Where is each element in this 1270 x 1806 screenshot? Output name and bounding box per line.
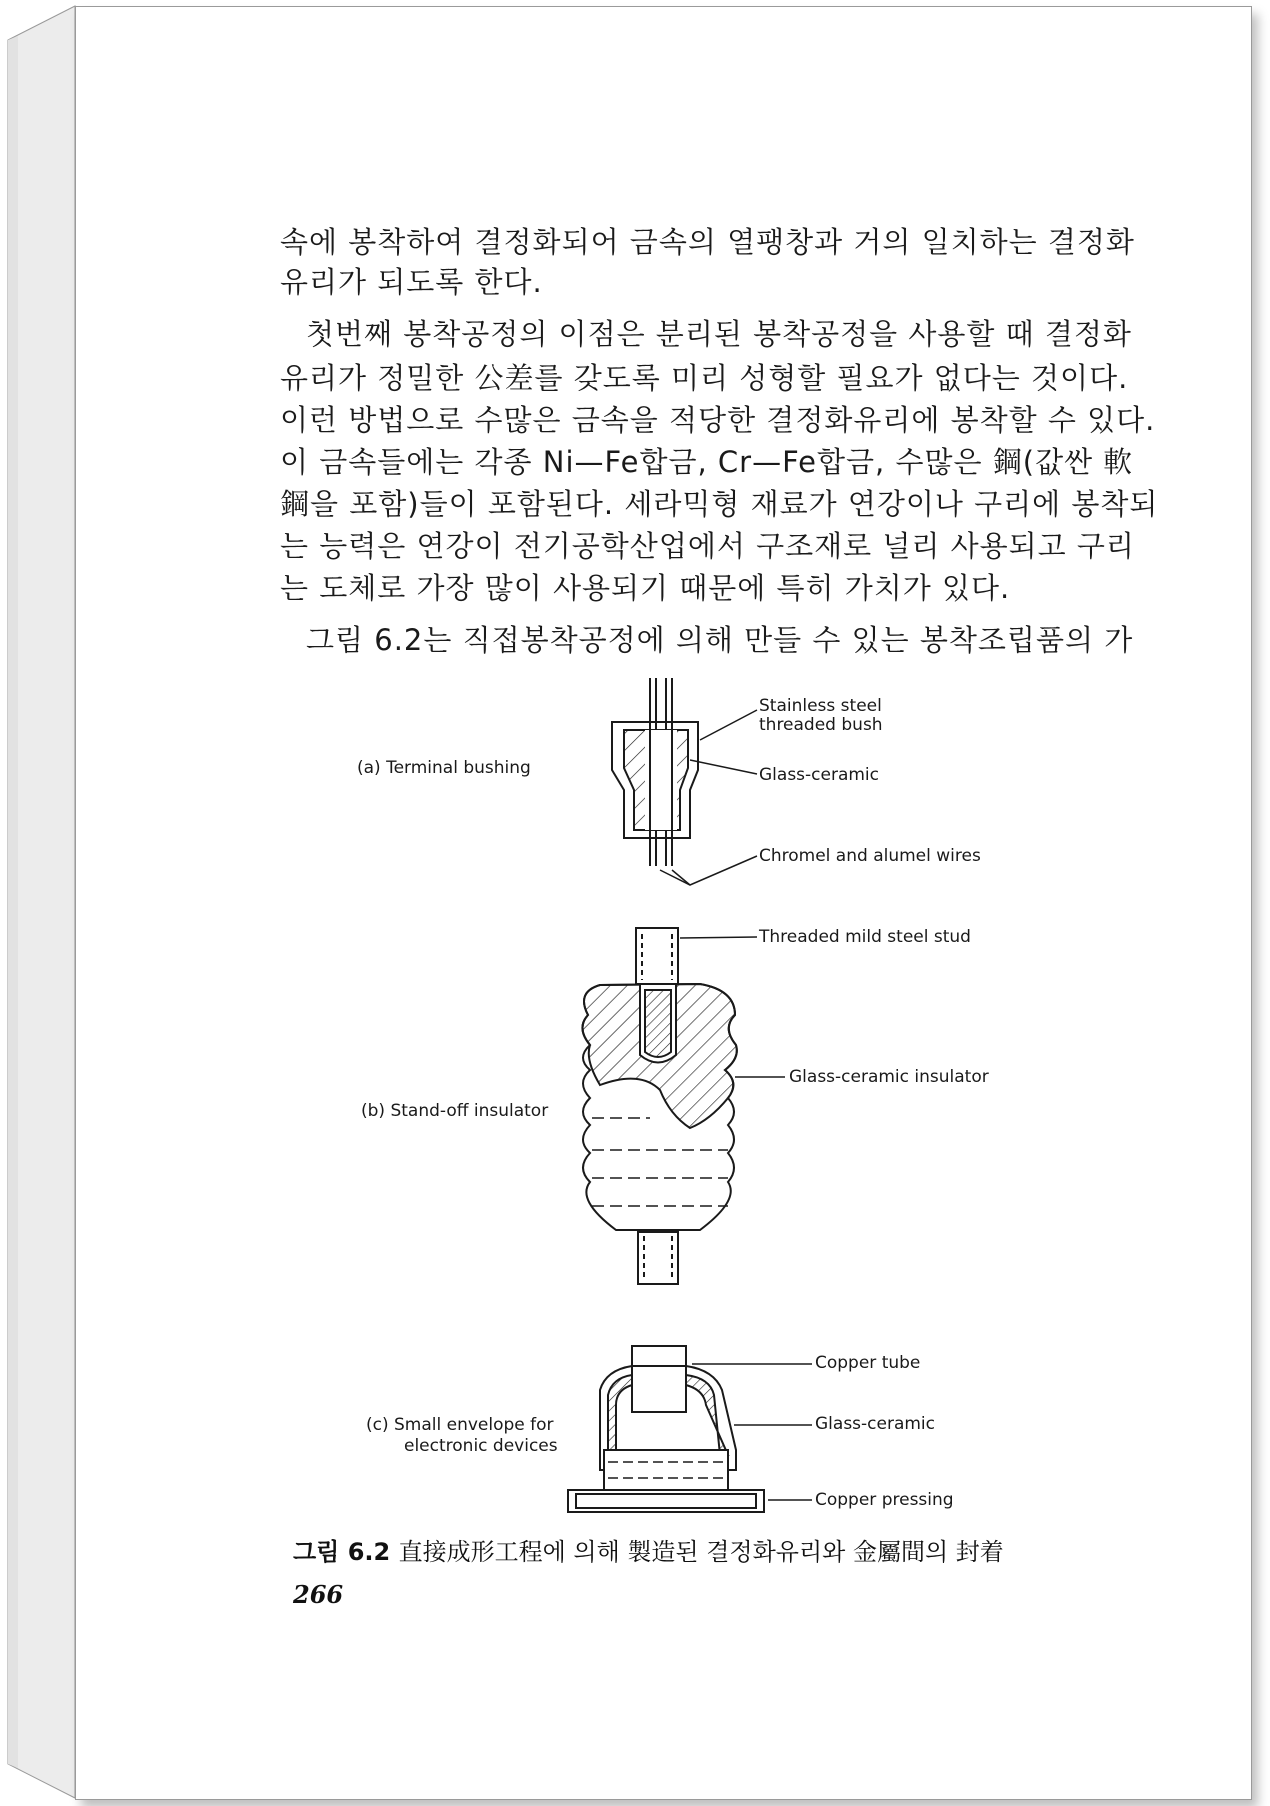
text-line: 속에 봉착하여 결정화되어 금속의 열팽창과 거의 일치하는 결정화: [280, 225, 1135, 259]
caption-text: 直接成形工程에 의해 製造된 결정화유리와 金屬間의 封着: [398, 1538, 1004, 1566]
stand-off-insulator-drawing: [582, 928, 785, 1284]
page-number: 266: [293, 1580, 344, 1609]
label-glass-ceramic-c: Glass-ceramic: [815, 1414, 936, 1434]
figure-b-title: (b) Stand-off insulator: [361, 1101, 549, 1121]
label-copper-tube: Copper tube: [815, 1353, 921, 1373]
label-threaded-stud: Threaded mild steel stud: [759, 927, 971, 947]
label-chromel-alumel-wires: Chromel and alumel wires: [759, 846, 981, 866]
text-line: 는 도체로 가장 많이 사용되기 때문에 특히 가치가 있다.: [280, 571, 1011, 605]
text-line: 그림 6.2는 직접봉착공정에 의해 만들 수 있는 봉착조립품의 가: [306, 623, 1134, 657]
label-copper-pressing: Copper pressing: [815, 1490, 954, 1510]
figure-a-title: (a) Terminal bushing: [357, 758, 531, 778]
terminal-bushing-drawing: [612, 678, 757, 885]
text-line: 유리가 정밀한 公差를 갖도록 미리 성형할 필요가 없다는 것이다.: [280, 361, 1129, 395]
caption-number: 그림 6.2: [293, 1538, 391, 1566]
text-line: 이런 방법으로 수많은 금속을 적당한 결정화유리에 봉착할 수 있다.: [280, 403, 1156, 437]
label-glass-ceramic-insulator: Glass-ceramic insulator: [789, 1067, 989, 1087]
label-threaded-bush: threaded bush: [759, 715, 883, 735]
text-line: 는 능력은 연강이 전기공학산업에서 구조재로 널리 사용되고 구리: [280, 529, 1135, 563]
text-line: 첫번째 봉착공정의 이점은 분리된 봉착공정을 사용할 때 결정화: [306, 317, 1132, 351]
text-line: 유리가 되도록 한다.: [280, 265, 543, 299]
text-line: 이 금속들에는 각종 Ni—Fe합금, Cr—Fe합금, 수많은 鋼(값싼 軟: [280, 445, 1134, 479]
figure-caption: [293, 1532, 1004, 1567]
label-glass-ceramic-a: Glass-ceramic: [759, 765, 880, 785]
figure-c-title-line1: (c) Small envelope for: [366, 1415, 554, 1435]
figure-c-title-line2: electronic devices: [404, 1436, 558, 1456]
label-stainless-steel: Stainless steel: [759, 696, 882, 716]
small-envelope-drawing: [568, 1346, 812, 1512]
text-line: 鋼을 포함)들이 포함된다. 세라믹형 재료가 연강이나 구리에 봉착되: [280, 487, 1159, 521]
